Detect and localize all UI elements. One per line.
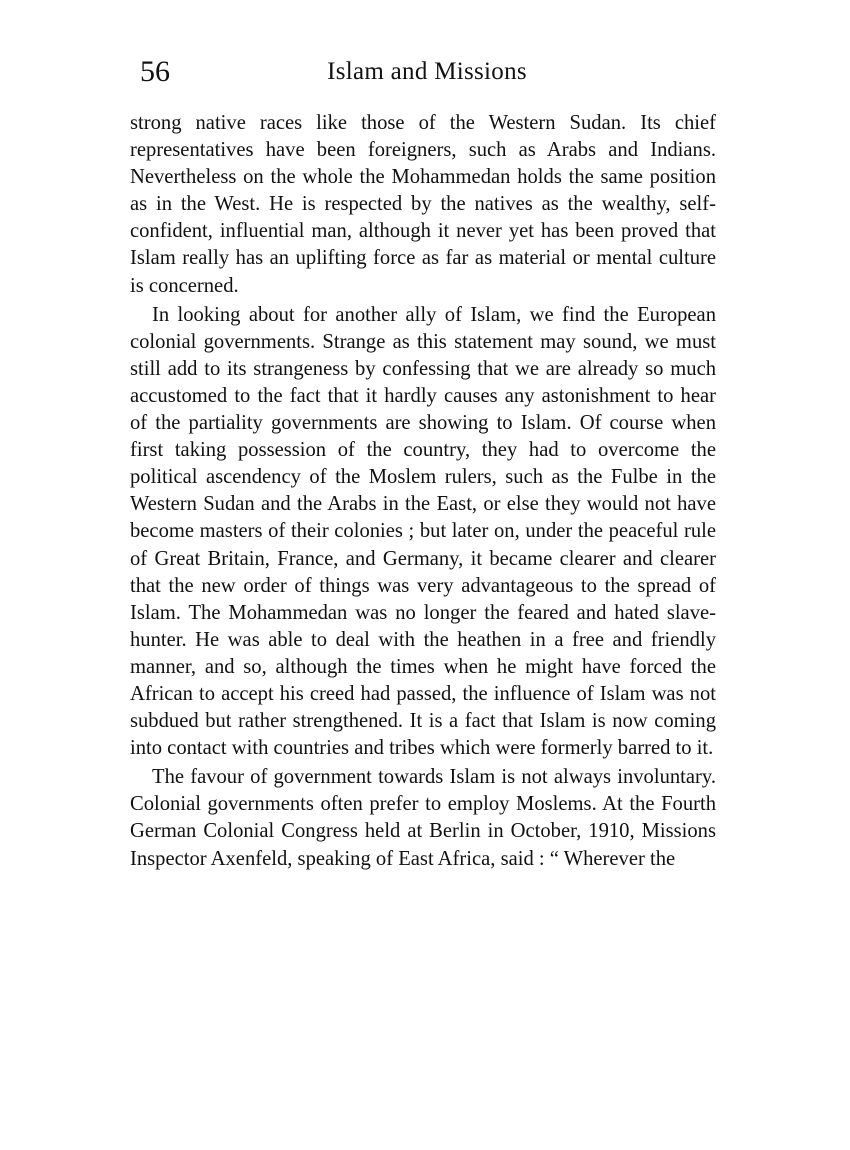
paragraph-colonial-governments: In looking about for another ally of Islam, we find the European colonial governments. Strange as this statement may sound, we must still add to its strangeness by confessing that we are already so much accustomed to the fact that it hardly causes any astonishment to hear of the partiality governments are showing to Islam. Of course when first taking possession of the country, they had to overcome the political ascendency of the Moslem rulers, such as the Fulbe in the Western Sudan and the Arabs in the East, or else they would not have become masters of their colonies ; but later on, under the peaceful rule of Great Britain, France, and Germany, it became clearer and clearer that the new order of things was very advantageous to the spread of Islam. The Mohammedan was no longer the feared and hated slave-hunter. He was able to deal with the heathen in a free and friendly manner, and so, although the times when he might have forced the African to accept his creed had passed, the influence of Islam was not subdued but rather strengthened. It is a fact that Islam is now coming into contact with countries and tribes which were formerly barred to it. xyxy=(130,303,716,760)
paragraph-favour-of-government: The favour of government towards Islam is not always involuntary. Colonial governments often prefer to employ Moslems. At the Fourth German Colonial Congress held at Berlin in October, 1910, Missions Inspector Axenfeld, speaking of East Africa, said : “ Wherever the xyxy=(130,766,716,870)
book-title: Islam and Missions xyxy=(327,58,527,85)
paragraph-continued: strong native races like those of the Western Sudan. Its chief representatives have been foreigners, such as Arabs and Indians. Nevertheless on the whole the Mohammedan holds the same position as in the West. He is respected by the natives as the wealthy, self-confident, influential man, although it never yet has been proved that Islam really has an uplifting force as far as material or mental culture is concerned. xyxy=(130,112,716,297)
page-number: 56 xyxy=(140,55,170,88)
running-head xyxy=(138,52,716,92)
body-text xyxy=(130,110,716,873)
